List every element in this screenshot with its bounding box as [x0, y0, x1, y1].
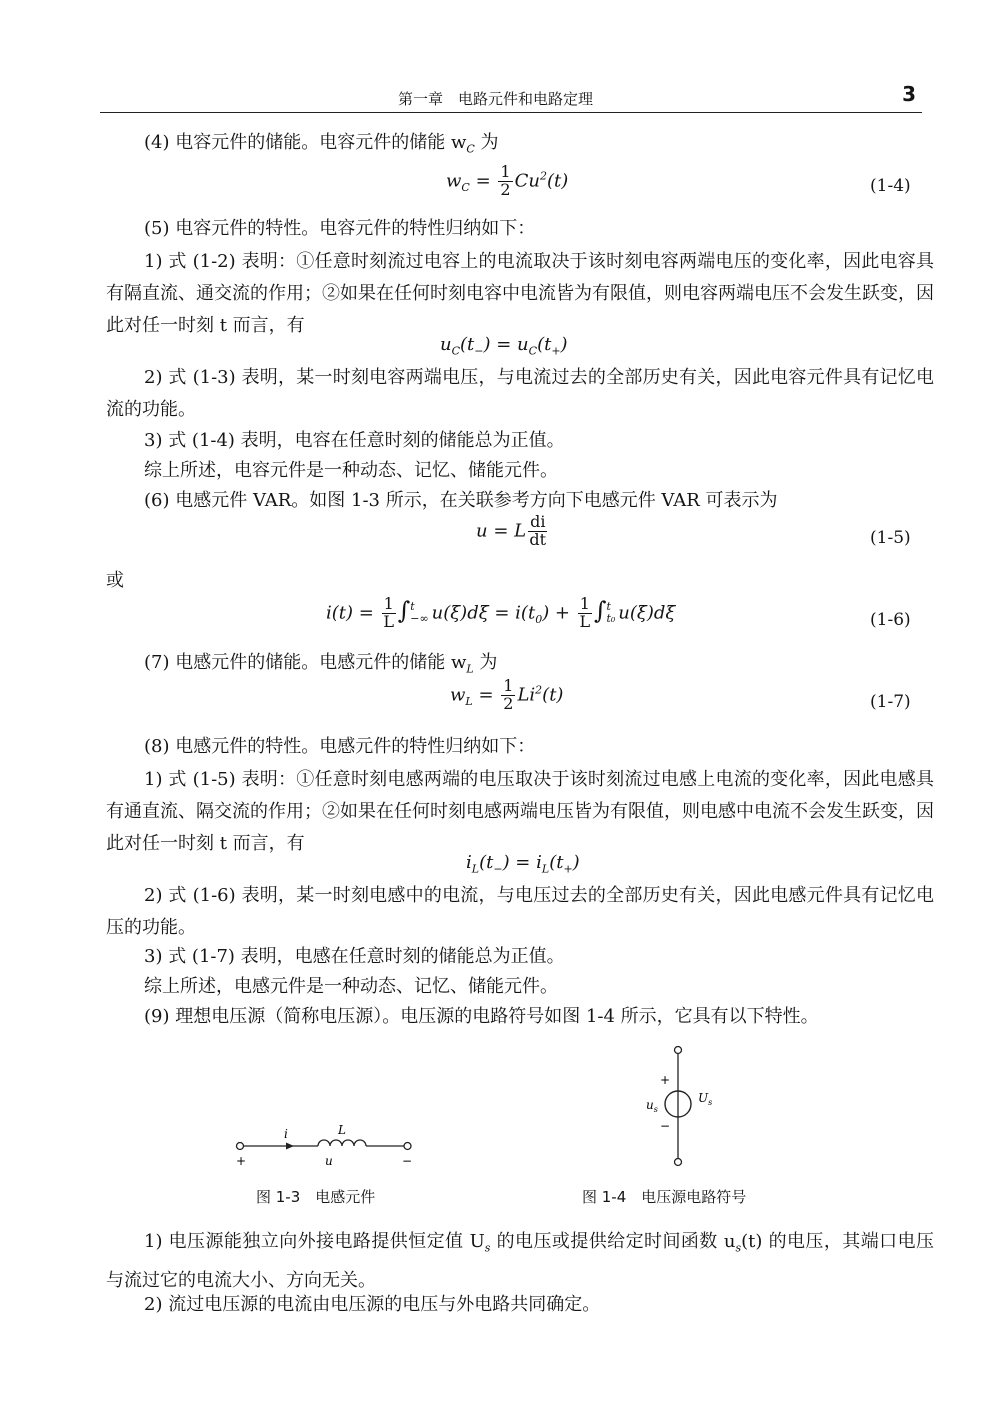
equation-number-1-4: (1-4)	[870, 176, 911, 196]
terminal-right	[404, 1143, 411, 1150]
page-number: 3	[902, 82, 916, 106]
minus-sign: −	[402, 1154, 413, 1168]
inductor-diagram	[228, 1118, 424, 1174]
para-voltage-source-prop-2: 2) 流过电压源的电流由电压源的电压与外电路共同确定。	[144, 1294, 601, 1315]
plus-sign: +	[236, 1154, 247, 1168]
chapter-title: 第一章 电路元件和电路定理	[398, 90, 594, 108]
para-capacitor-prop-3: 3) 式 (1-4) 表明，电容在任意时刻的储能总为正值。	[144, 430, 565, 451]
para-capacitor-summary: 综上所述，电容元件是一种动态、记忆、储能元件。	[144, 460, 558, 481]
para-capacitor-prop-1: 1) 式 (1-2) 表明：①任意时刻流过电容上的电流取决于该时刻电容两端电压的变化率，因此电容具有隔直流、通交流的作用；②如果在任何时刻电容中电流皆为有限值，则电容两端电压不会发生跃变，因此对任一时刻 t 而言，有	[106, 251, 934, 336]
equation-il-continuity: $i_L(t_-) = i_L(t_+)$	[466, 852, 580, 876]
para-capacitor-energy: (4) 电容元件的储能。电容元件的储能 $w_C$ 为	[144, 132, 499, 156]
para-inductor-energy: (7) 电感元件的储能。电感元件的储能 $w_L$ 为	[144, 652, 498, 676]
para-capacitor-prop-2: 2) 式 (1-3) 表明，某一时刻电容两端电压，与电流过去的全部历史有关，因此电容元件具有记忆电流的功能。	[106, 367, 934, 420]
para-inductor-properties: (8) 电感元件的特性。电感元件的特性归纳如下：	[144, 736, 536, 757]
voltage-label: u	[325, 1154, 333, 1168]
para-capacitor-properties: (5) 电容元件的特性。电容元件的特性归纳如下：	[144, 218, 536, 239]
figure-1-3-caption: 图 1-3 电感元件	[256, 1188, 376, 1206]
para-voltage-source-prop-1: 1) 电压源能独立向外接电路提供恒定值 $U_s$ 的电压或提供给定时间函数 $u_s(t)$ 的电压，其端口电压与流过它的电流大小、方向无关。	[106, 1231, 934, 1291]
terminal-bottom	[675, 1159, 682, 1166]
para-inductor-prop-1: 1) 式 (1-5) 表明：①任意时刻电感两端的电压取决于该时刻流过电感上电流的变化率，因此电感具有通直流、隔交流的作用；②如果在任何时刻电感两端电压皆为有限值，则电感中电流不会发生跃变，因此对任一时刻 t 而言，有	[106, 769, 934, 854]
equation-1-6: i(t) = $\frac{1}{L}$ ∫ t −∞ $u(\xi)d\xi = i(t_0)$ + $\frac{1}{L}$ ∫ t t₀ u(ξ)dξ	[326, 594, 676, 631]
inductor-coil	[318, 1140, 366, 1146]
para-inductor-var: (6) 电感元件 VAR。如图 1-3 所示，在关联参考方向下电感元件 VAR 可表示为	[144, 490, 778, 511]
equation-number-1-7: (1-7)	[870, 692, 911, 712]
figure-1-4-caption: 图 1-4 电压源电路符号	[582, 1188, 747, 1206]
inductance-label: L	[338, 1123, 346, 1137]
current-arrow-icon	[286, 1143, 294, 1150]
terminal-left	[237, 1143, 244, 1150]
voltage-source-diagram	[636, 1040, 732, 1172]
Us-label: $U_s$	[698, 1091, 713, 1107]
plus-sign: +	[660, 1073, 671, 1087]
page-header	[100, 82, 922, 113]
para-inductor-prop-3: 3) 式 (1-7) 表明，电感在任意时刻的储能总为正值。	[144, 946, 565, 967]
equation-number-1-6: (1-6)	[870, 610, 911, 630]
equation-1-7: $w_L$ = $\frac{1}{2}$ Li$^2$(t)	[450, 676, 564, 713]
current-label: i	[284, 1127, 288, 1141]
equation-number-1-5: (1-5)	[870, 528, 911, 548]
equation-1-5: u = L $\frac{di}{dt}$	[476, 512, 547, 549]
para-inductor-prop-2: 2) 式 (1-6) 表明，某一时刻电感中的电流，与电压过去的全部历史有关，因此电感元件具有记忆电压的功能。	[106, 885, 934, 938]
para-voltage-source: (9) 理想电压源（简称电压源）。电压源的电路符号如图 1-4 所示，它具有以下特性。	[144, 1006, 819, 1027]
text-or: 或	[106, 570, 124, 591]
us-label: $u_s$	[646, 1098, 658, 1114]
equation-uc-continuity: $u_C(t_-) = u_C(t_+)$	[440, 334, 568, 358]
terminal-top	[675, 1047, 682, 1054]
para-inductor-summary: 综上所述，电感元件是一种动态、记忆、储能元件。	[144, 976, 558, 997]
equation-1-4: $w_C$ = $\frac{1}{2}$ Cu$^2$(t)	[446, 162, 569, 199]
minus-sign: −	[660, 1119, 671, 1133]
